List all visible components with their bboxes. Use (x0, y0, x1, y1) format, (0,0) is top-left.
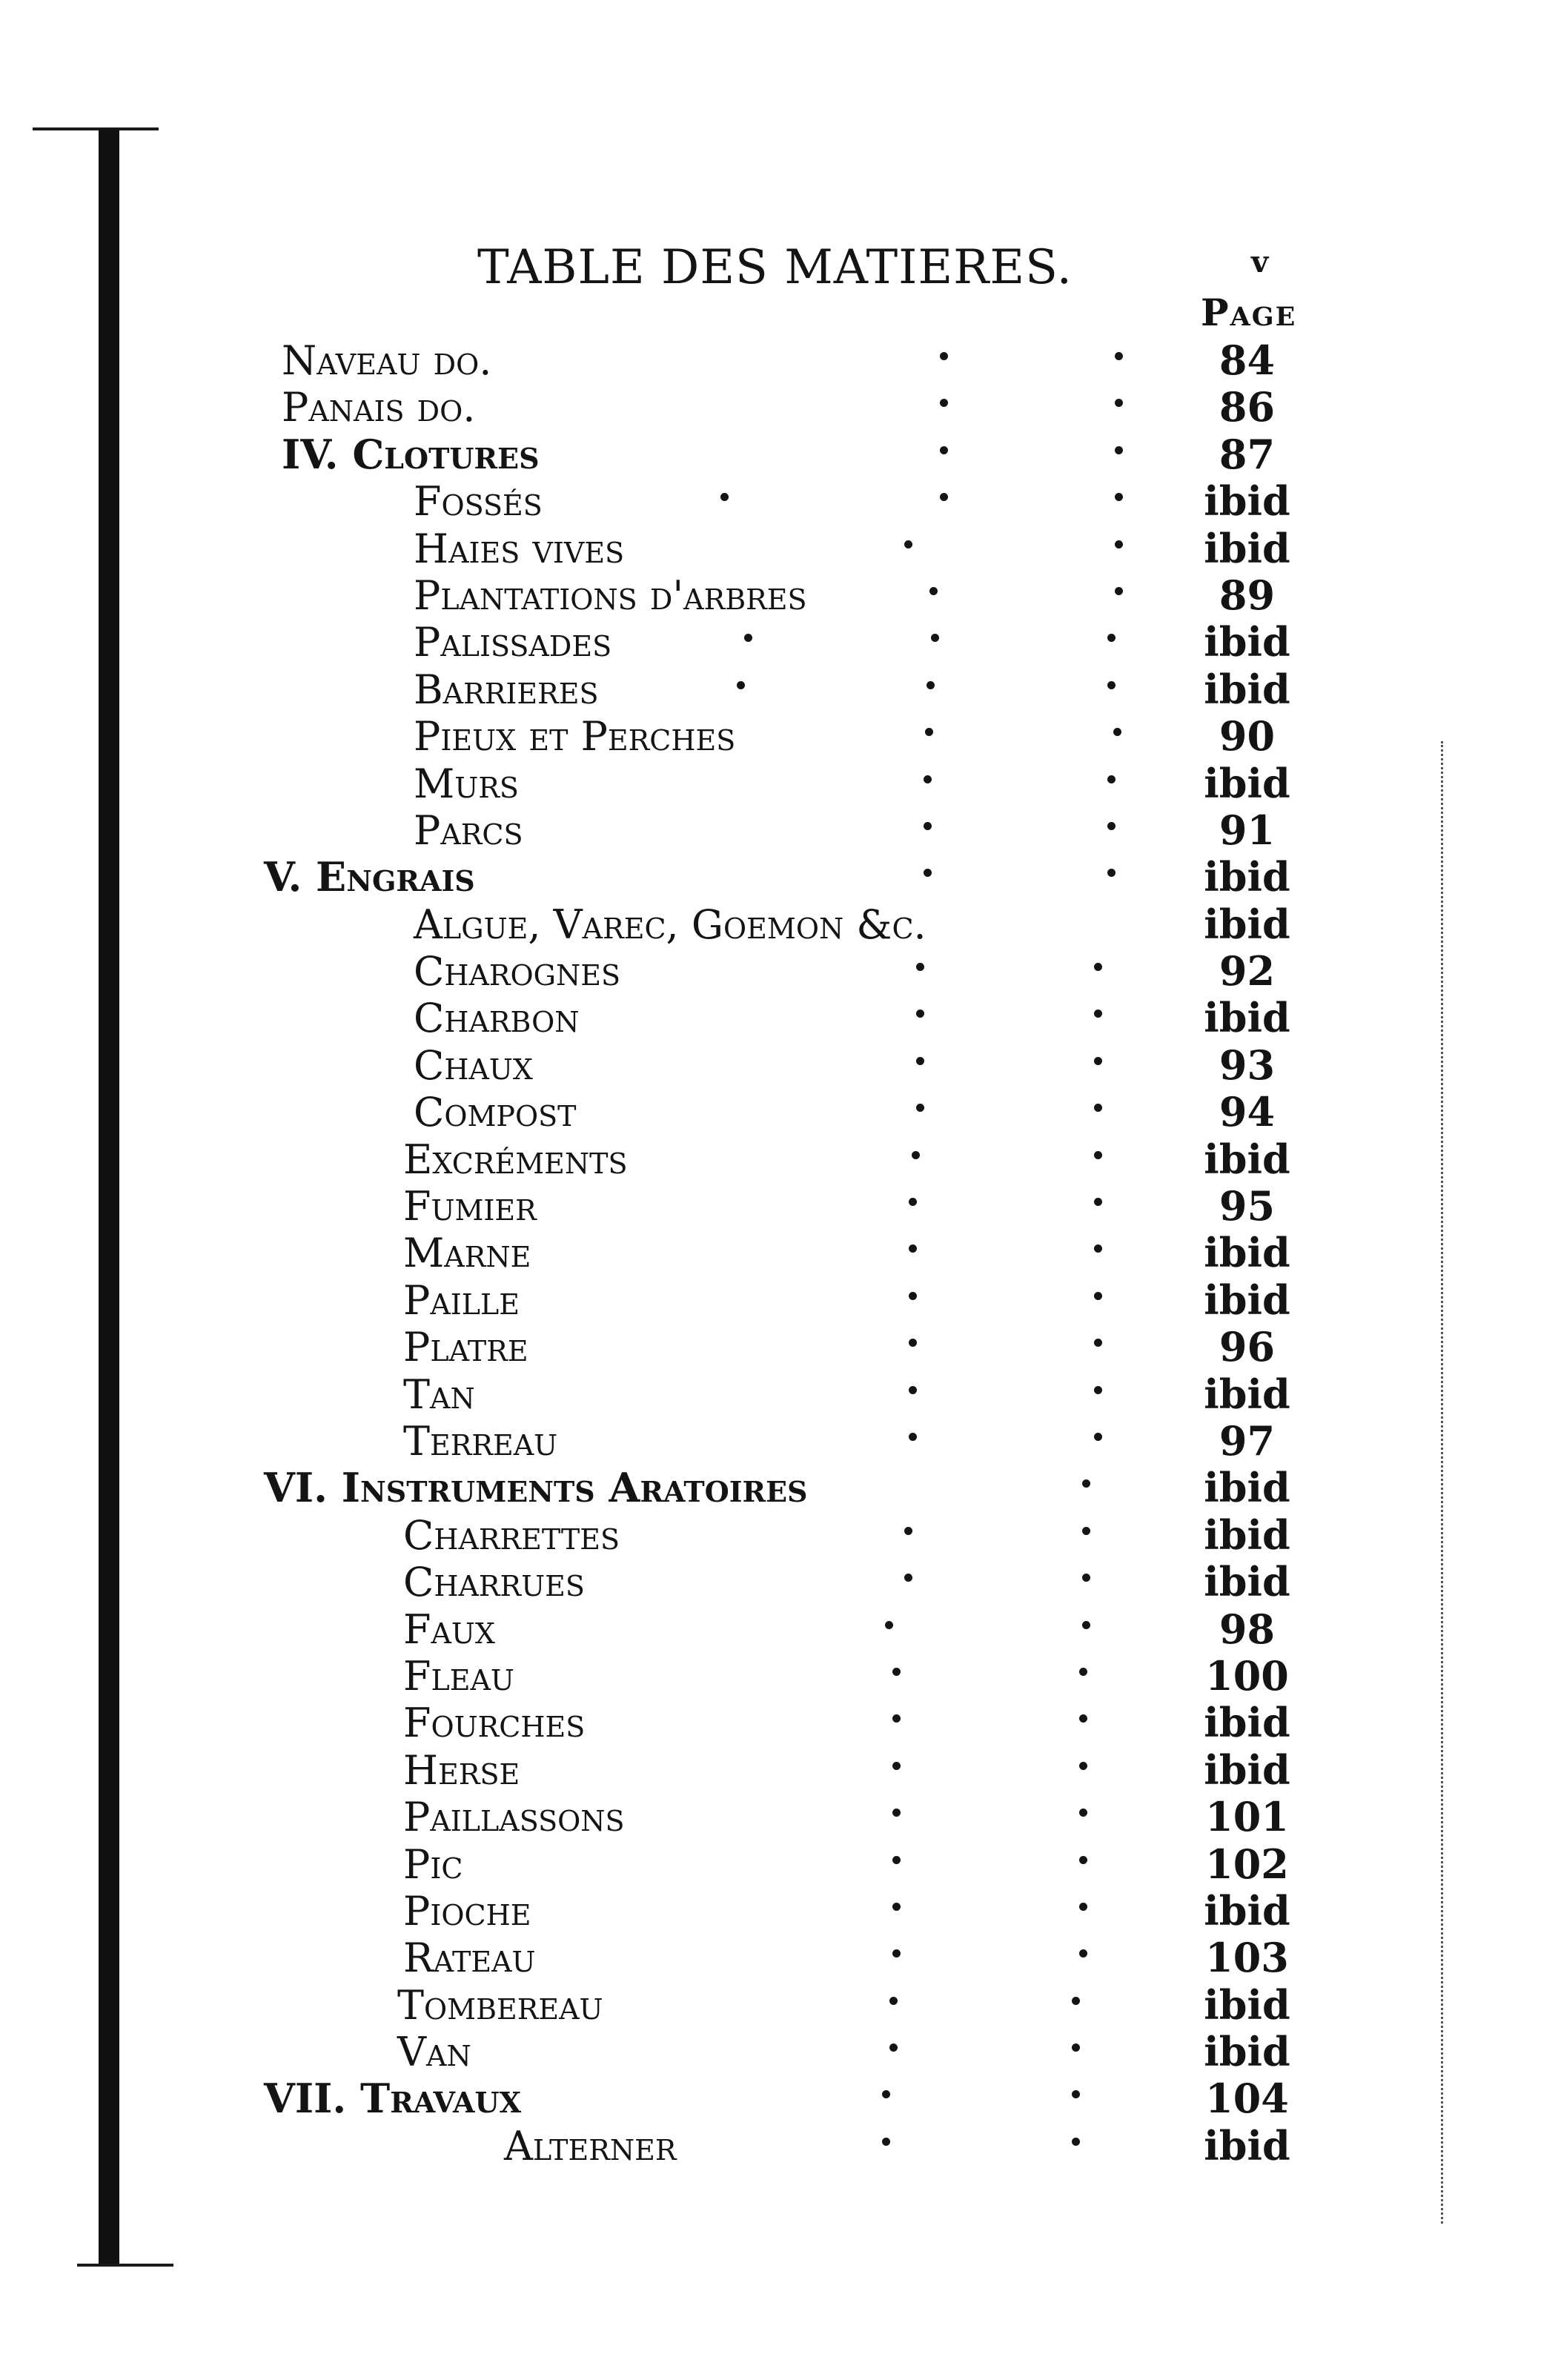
leader-dot (1082, 1574, 1090, 1582)
leader-dot (1115, 540, 1123, 548)
toc-entry (0, 1794, 1558, 1840)
leader-dot (1115, 587, 1123, 595)
toc-entry-label: Alterner (504, 2122, 677, 2169)
toc-entry-label: Fumier (403, 1183, 537, 1230)
toc-section-label: VII. Travaux (264, 2075, 522, 2123)
toc-entry (0, 2075, 1558, 2122)
toc-page-number: ibid (1204, 759, 1290, 807)
toc-entry (0, 1324, 1558, 1370)
toc-section-label: V. Engrais (264, 853, 475, 901)
toc-entry-label: Barrieres (414, 666, 599, 713)
toc-page-number: ibid (1204, 1980, 1290, 2029)
toc-entry-label: Fourches (403, 1700, 586, 1747)
leader-dot (1079, 1762, 1087, 1770)
leader-dot (940, 493, 948, 501)
toc-entry (0, 1183, 1558, 1230)
toc-entry-label: Algue, Varec, Goemon &c. (414, 901, 926, 948)
toc-entry-label: Herse (403, 1746, 520, 1794)
toc-entry (0, 431, 1558, 478)
leader-dot (1082, 1527, 1090, 1535)
leader-dot (1107, 681, 1116, 689)
toc-entry-label: Murs (414, 760, 519, 807)
toc-entry (0, 572, 1558, 619)
page-title: TABLE DES MATIERES. (477, 240, 1073, 295)
leader-dot (892, 1762, 901, 1770)
leader-dot (924, 775, 932, 783)
leader-dot (882, 2138, 890, 2146)
leader-dot (916, 1057, 924, 1065)
leader-dot (1079, 1903, 1087, 1911)
toc-page-number: ibid (1204, 665, 1290, 713)
toc-page-number: 98 (1219, 1605, 1276, 1653)
leader-dot (904, 1527, 912, 1535)
toc-entry (0, 1230, 1558, 1276)
toc-page-number: ibid (1204, 2028, 1290, 2076)
leader-dot (1072, 2043, 1080, 2052)
toc-page-number: ibid (1204, 900, 1290, 948)
toc-entry (0, 854, 1558, 901)
toc-entry-label: Pieux et Perches (414, 713, 736, 760)
leader-dot (1082, 1479, 1090, 1488)
leader-dot (931, 634, 939, 642)
toc-page-number: ibid (1204, 1886, 1290, 1935)
leader-dot (940, 399, 948, 407)
toc-entry-label: Charrettes (403, 1511, 620, 1559)
toc-entry (0, 337, 1558, 384)
page-signature-mark: v (1251, 245, 1269, 279)
leader-dot (1107, 634, 1116, 642)
leader-dot (1079, 1856, 1087, 1864)
leader-dot (1072, 1997, 1080, 2005)
leader-dot (885, 1621, 893, 1629)
leader-dot (892, 1903, 901, 1911)
toc-entry (0, 526, 1558, 572)
toc-entry (0, 1700, 1558, 1746)
toc-entry-label: Marne (403, 1230, 531, 1277)
leader-dot (924, 869, 932, 877)
toc-section-label: IV. Clotures (282, 430, 540, 478)
toc-page-number: 86 (1219, 383, 1276, 431)
toc-page-number: ibid (1204, 1558, 1290, 1606)
leader-dot (1079, 1809, 1087, 1817)
toc-entry-label: Compost (414, 1089, 577, 1136)
toc-page-number: 92 (1219, 947, 1276, 995)
toc-page-number: ibid (1204, 524, 1290, 572)
leader-dot (909, 1244, 917, 1253)
toc-page-number: ibid (1204, 1135, 1290, 1183)
toc-entry (0, 1371, 1558, 1418)
toc-entry (0, 1841, 1558, 1888)
toc-entry-label: Pioche (403, 1887, 531, 1935)
toc-entry-label: Plantations d'arbres (414, 571, 807, 619)
toc-page-number: 101 (1205, 1793, 1289, 1841)
leader-dot (1079, 1668, 1087, 1676)
toc-entry-label: Tombereau (397, 1981, 603, 2029)
leader-dot (1094, 963, 1102, 971)
toc-entry-label: Parcs (414, 806, 523, 854)
toc-entry-label: Terreau (403, 1417, 558, 1465)
leader-dot (889, 2043, 898, 2052)
leader-dot (909, 1198, 917, 1206)
toc-entry (0, 948, 1558, 995)
leader-dot (1079, 1949, 1087, 1958)
toc-page-number: 97 (1219, 1416, 1276, 1465)
leader-dot (1115, 446, 1123, 454)
toc-entry (0, 1042, 1558, 1089)
toc-page-number: 93 (1219, 1041, 1276, 1089)
toc-entry (0, 2123, 1558, 2169)
toc-entry-label: Excréments (403, 1136, 628, 1183)
toc-entry-label: Naveau do. (282, 337, 492, 384)
toc-page-number: 104 (1205, 2075, 1289, 2123)
toc-entry (0, 713, 1558, 760)
toc-page-number: ibid (1204, 1370, 1290, 1418)
toc-entry-label: Haies vives (414, 525, 625, 572)
leader-dot (909, 1292, 917, 1300)
leader-dot (1094, 1151, 1102, 1159)
table-of-contents (0, 337, 1558, 2169)
toc-entry-label: Charrues (403, 1559, 585, 1606)
toc-entry-label: Platre (403, 1324, 528, 1371)
toc-entry-label: Palissades (414, 619, 612, 666)
toc-page-number: ibid (1204, 477, 1290, 526)
toc-page-number: 89 (1219, 571, 1276, 619)
leader-dot (916, 1010, 924, 1018)
page-column-header: Page (1201, 291, 1297, 334)
toc-entry-label: Tan (403, 1370, 475, 1418)
leader-dot (1094, 1104, 1102, 1112)
toc-entry-label: Charbon (414, 995, 580, 1042)
leader-dot (892, 1856, 901, 1864)
leader-dot (1094, 1339, 1102, 1347)
leader-dot (912, 1151, 920, 1159)
leader-dot (925, 728, 933, 736)
binding-rule-top (33, 127, 159, 130)
leader-dot (909, 1339, 917, 1347)
leader-dot (1094, 1198, 1102, 1206)
leader-dot (940, 446, 948, 454)
leader-dot (904, 1574, 912, 1582)
toc-entry (0, 619, 1558, 666)
toc-entry (0, 1935, 1558, 1981)
toc-page-number: 96 (1219, 1323, 1276, 1371)
toc-entry (0, 1982, 1558, 2029)
leader-dot (1072, 2138, 1080, 2146)
leader-dot (1115, 352, 1123, 360)
toc-page-number: ibid (1204, 1746, 1290, 1794)
toc-page-number: ibid (1204, 1464, 1290, 1512)
toc-entry (0, 1136, 1558, 1183)
toc-entry (0, 1559, 1558, 1605)
toc-entry (0, 478, 1558, 525)
toc-page-number: ibid (1204, 994, 1290, 1042)
toc-page-number: 90 (1219, 712, 1276, 760)
toc-entry (0, 666, 1558, 713)
leader-dot (916, 963, 924, 971)
leader-dot (892, 1809, 901, 1817)
toc-page-number: ibid (1204, 618, 1290, 666)
leader-dot (1094, 1057, 1102, 1065)
toc-entry-label: Panais do. (282, 384, 476, 431)
leader-dot (929, 587, 938, 595)
toc-entry (0, 1512, 1558, 1559)
toc-page-number: ibid (1204, 1276, 1290, 1324)
toc-entry-label: Faux (403, 1605, 495, 1653)
leader-dot (926, 681, 935, 689)
leader-dot (940, 352, 948, 360)
leader-dot (1094, 1010, 1102, 1018)
toc-entry-label: Van (397, 2029, 471, 2076)
toc-entry (0, 2029, 1558, 2075)
toc-section-label: VI. Instruments Aratoires (264, 1464, 808, 1512)
toc-page-number: ibid (1204, 853, 1290, 901)
toc-entry-label: Chaux (414, 1041, 533, 1089)
toc-entry-label: Pic (403, 1840, 463, 1888)
leader-dot (720, 493, 729, 501)
toc-page-number: 94 (1219, 1088, 1276, 1136)
leader-dot (892, 1949, 901, 1958)
leader-dot (1094, 1433, 1102, 1441)
toc-page-number: ibid (1204, 1699, 1290, 1747)
leader-dot (889, 1997, 898, 2005)
toc-entry (0, 1089, 1558, 1136)
leader-dot (744, 634, 752, 642)
leader-dot (1115, 493, 1123, 501)
leader-dot (1072, 2090, 1080, 2098)
leader-dot (904, 540, 912, 548)
leader-dot (909, 1386, 917, 1394)
toc-page-number: ibid (1204, 1229, 1290, 1277)
toc-entry (0, 995, 1558, 1041)
leader-dot (1107, 775, 1116, 783)
toc-entry (0, 1653, 1558, 1700)
leader-dot (1079, 1714, 1087, 1723)
toc-page-number: 100 (1205, 1651, 1289, 1700)
toc-page-number: 87 (1219, 430, 1276, 478)
toc-entry (0, 807, 1558, 854)
toc-entry-label: Paille (403, 1276, 520, 1324)
leader-dot (1094, 1386, 1102, 1394)
toc-page-number: ibid (1204, 2121, 1290, 2169)
toc-page-number: 102 (1205, 1840, 1289, 1888)
toc-entry-label: Paillassons (403, 1794, 625, 1841)
toc-entry-label: Rateau (403, 1935, 536, 1982)
leader-dot (924, 822, 932, 830)
toc-entry (0, 1277, 1558, 1324)
leader-dot (909, 1433, 917, 1441)
toc-entry (0, 1888, 1558, 1935)
leader-dot (892, 1668, 901, 1676)
leader-dot (1107, 822, 1116, 830)
toc-entry-label: Fossés (414, 478, 543, 526)
toc-entry (0, 384, 1558, 431)
toc-page-number: 103 (1205, 1934, 1289, 1982)
toc-page-number: 95 (1219, 1182, 1276, 1230)
toc-page-number: 91 (1219, 806, 1276, 854)
toc-entry (0, 901, 1558, 948)
toc-entry (0, 1465, 1558, 1511)
leader-dot (882, 2090, 890, 2098)
binding-rule-bottom (77, 2264, 173, 2267)
leader-dot (1113, 728, 1121, 736)
leader-dot (1115, 399, 1123, 407)
leader-dot (737, 681, 745, 689)
toc-entry-label: Charognes (414, 948, 621, 995)
toc-entry (0, 1747, 1558, 1794)
leader-dot (1082, 1621, 1090, 1629)
leader-dot (892, 1714, 901, 1723)
leader-dot (1107, 869, 1116, 877)
leader-dot (916, 1104, 924, 1112)
toc-entry (0, 1606, 1558, 1653)
toc-page-number: 84 (1219, 337, 1276, 384)
toc-entry (0, 1418, 1558, 1465)
toc-entry (0, 760, 1558, 807)
toc-page-number: ibid (1204, 1511, 1290, 1559)
leader-dot (1094, 1292, 1102, 1300)
toc-entry-label: Fleau (403, 1652, 514, 1700)
leader-dot (1094, 1244, 1102, 1253)
